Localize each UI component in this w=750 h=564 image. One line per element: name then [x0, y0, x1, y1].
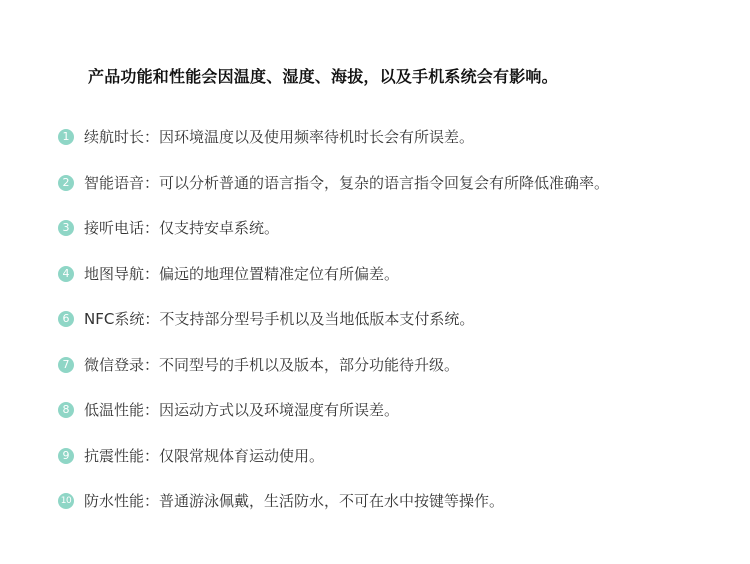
number-badge: 4: [58, 266, 74, 282]
list-item-text: 接听电话：仅支持安卓系统。: [84, 219, 280, 237]
notice-list: [58, 126, 748, 536]
list-item: [58, 172, 748, 218]
number-badge: 6: [58, 311, 74, 327]
list-item: [58, 354, 748, 400]
number-badge: 1: [58, 129, 74, 145]
number-badge: 7: [58, 357, 74, 373]
number-badge: 9: [58, 448, 74, 464]
list-item: [58, 217, 748, 263]
list-item-text: 微信登录：不同型号的手机以及版本，部分功能待升级。: [84, 355, 460, 374]
number-badge: 8: [58, 402, 74, 418]
list-item: [58, 126, 748, 172]
list-item-text: 低温性能：因运动方式以及环境湿度有所误差。: [84, 401, 400, 419]
list-item-text: 抗震性能：仅限常规体育运动使用。: [84, 446, 325, 465]
list-item: [58, 263, 748, 309]
list-item-text: 续航时长：因环境温度以及使用频率待机时长会有所误差。: [84, 128, 475, 146]
list-item-text: 智能语音：可以分析普通的语言指令，复杂的语言指令回复会有所降低准确率。: [84, 173, 610, 192]
list-item: [58, 399, 748, 445]
list-item-text: 地图导航：偏远的地理位置精准定位有所偏差。: [84, 264, 400, 283]
number-badge: 3: [58, 220, 74, 236]
notice-heading: 产品功能和性能会因温度、湿度、海拔，以及手机系统会有影响。: [88, 67, 558, 86]
number-badge: 10: [58, 493, 74, 509]
number-badge: 2: [58, 175, 74, 191]
list-item: [58, 490, 748, 536]
list-item: [58, 308, 748, 354]
list-item-text: 防水性能：普通游泳佩戴，生活防水，不可在水中按键等操作。: [84, 492, 505, 510]
list-item: [58, 445, 748, 491]
list-item-text: NFC系统：不支持部分型号手机以及当地低版本支付系统。: [84, 310, 475, 328]
